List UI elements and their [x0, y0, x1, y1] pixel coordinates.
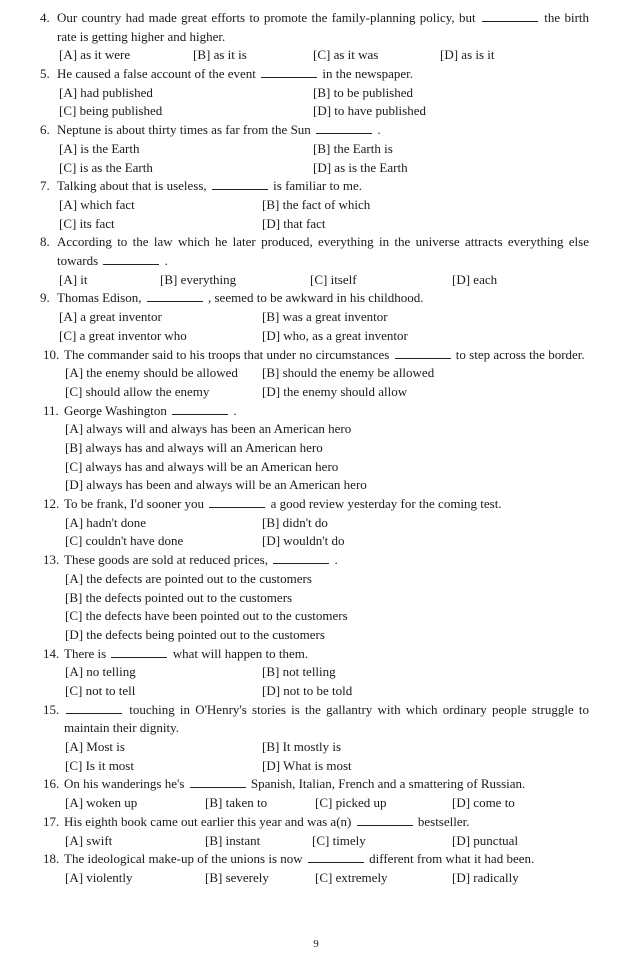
answer-option: [D] the enemy should allow: [262, 383, 408, 399]
exam-page: [0, 9, 632, 888]
stem-after: the birth rate is getting higher and higher.: [57, 10, 590, 44]
question-number: 13.: [43, 552, 60, 568]
question-number: 15.: [43, 701, 60, 717]
question-14: [0, 645, 632, 701]
options-row: [0, 738, 632, 757]
stem-after: different from what it had been.: [369, 851, 535, 867]
answer-option: [B] everything: [160, 271, 237, 287]
answer-option: [A] Most is: [65, 739, 125, 755]
answer-blank: [395, 347, 451, 359]
question-stem: [64, 701, 589, 738]
stem-after: to step across the border.: [455, 346, 585, 362]
question-number: 9.: [40, 290, 50, 306]
stem-before: Talking about that is useless,: [57, 178, 207, 194]
options-row: [0, 757, 632, 776]
question-stem: [64, 813, 589, 832]
answer-option: [A] violently: [65, 869, 133, 885]
stem-before: The ideological make-up of the unions is now: [64, 851, 303, 867]
answer-option: [C] picked up: [315, 795, 387, 811]
answer-option: [D] the defects being pointed out to the customers: [65, 626, 325, 642]
options-row: [0, 589, 632, 608]
question-stem: [57, 121, 589, 140]
stem-before: These goods are sold at reduced prices,: [64, 552, 268, 568]
question-17: [0, 813, 632, 850]
question-number: 4.: [40, 10, 50, 25]
stem-after: what will happen to them.: [172, 645, 309, 661]
answer-option: [D] What is most: [262, 757, 352, 773]
answer-option: [A] hadn't done: [65, 514, 147, 530]
answer-blank: [172, 403, 228, 415]
answer-option: [B] severely: [205, 869, 269, 885]
answer-option: [D] come to: [452, 795, 515, 811]
answer-blank: [357, 814, 413, 826]
question-number: 14.: [43, 645, 60, 661]
stem-after: is familiar to me.: [273, 178, 362, 194]
answer-option: [B] was a great inventor: [262, 309, 388, 325]
question-7: [0, 177, 632, 233]
answer-option: [C] should allow the enemy: [65, 383, 210, 399]
answer-option: [B] to be published: [313, 84, 414, 100]
options-row: [0, 308, 632, 327]
answer-option: [D] always has been and always will be an American hero: [65, 477, 367, 493]
answer-option: [C] timely: [312, 832, 366, 848]
options-row: [0, 383, 632, 402]
answer-option: [C] extremely: [315, 869, 388, 885]
answer-option: [A] always will and always has been an American hero: [65, 421, 352, 437]
answer-option: [A] as it were: [59, 47, 131, 63]
options-row: [0, 196, 632, 215]
options-row: [0, 626, 632, 645]
question-11: [0, 402, 632, 495]
answer-option: [A] the defects are pointed out to the customers: [65, 570, 312, 586]
answer-blank: [273, 552, 329, 564]
answer-blank: [103, 253, 159, 265]
question-stem: [64, 402, 589, 421]
question-number: 11.: [43, 402, 59, 418]
answer-option: [D] each: [452, 271, 498, 287]
answer-option: [C] not to tell: [65, 682, 136, 698]
answer-blank: [482, 10, 538, 22]
question-number: 16.: [43, 776, 60, 792]
answer-option: [B] always has and always will an American hero: [65, 439, 323, 455]
answer-blank: [308, 851, 364, 863]
answer-option: [C] Is it most: [65, 757, 134, 773]
answer-option: [D] to have published: [313, 103, 427, 119]
options-row: [0, 869, 632, 888]
question-stem: [64, 551, 589, 570]
stem-before: To be frank, I'd sooner you: [64, 496, 205, 512]
answer-option: [C] itself: [310, 271, 357, 287]
question-number: 7.: [40, 178, 50, 194]
question-12: [0, 495, 632, 551]
stem-after: bestseller.: [417, 813, 470, 829]
question-4: [0, 9, 632, 65]
stem-after: touching in O'Henry's stories is the gallantry with which ordinary people struggle to maintain their dignity.: [64, 701, 590, 736]
question-9: [0, 289, 632, 345]
options-row: [0, 159, 632, 178]
stem-before: Thomas Edison,: [57, 290, 142, 306]
options-row: [0, 607, 632, 626]
question-stem: [64, 346, 589, 365]
answer-option: [A] woken up: [65, 795, 138, 811]
options-row: [0, 439, 632, 458]
options-row: [0, 570, 632, 589]
options-row: [0, 102, 632, 121]
answer-option: [A] no telling: [65, 664, 136, 680]
stem-before: Our country had made great efforts to promote the family-planning policy, but: [57, 10, 476, 25]
answer-option: [A] the enemy should be allowed: [65, 365, 238, 381]
question-stem: [57, 65, 589, 84]
page-number: 9: [313, 938, 319, 950]
answer-blank: [66, 702, 122, 714]
question-stem: [64, 645, 589, 664]
options-row: [0, 832, 632, 851]
answer-option: [A] is the Earth: [59, 140, 140, 156]
stem-before: He caused a false account of the event: [57, 66, 256, 82]
options-row: [0, 458, 632, 477]
answer-option: [D] that fact: [262, 215, 326, 231]
answer-option: [B] taken to: [205, 795, 268, 811]
options-row: [0, 514, 632, 533]
answer-option: [D] wouldn't do: [262, 533, 345, 549]
question-stem: [64, 850, 589, 869]
options-row: [0, 794, 632, 813]
question-stem: [64, 775, 589, 794]
options-row: [0, 84, 632, 103]
question-16: [0, 775, 632, 812]
answer-option: [D] punctual: [452, 832, 519, 848]
options-row: [0, 327, 632, 346]
options-row: [0, 140, 632, 159]
question-number: 5.: [40, 66, 50, 82]
stem-after: in the newspaper.: [322, 66, 413, 82]
answer-option: [A] swift: [65, 832, 113, 848]
question-8: [0, 233, 632, 289]
options-row: [0, 271, 632, 290]
options-row: [0, 215, 632, 234]
answer-option: [C] the defects have been pointed out to the customers: [65, 608, 348, 624]
options-row: [0, 476, 632, 495]
stem-before: His eighth book came out earlier this year and was a(n): [64, 813, 352, 829]
question-number: 10.: [43, 346, 60, 362]
question-number: 17.: [43, 813, 60, 829]
answer-option: [A] it: [59, 271, 88, 287]
stem-after: .: [164, 253, 168, 269]
stem-before: According to the law which he later produced, everything in the universe attracts everything else towards: [57, 234, 589, 269]
answer-option: [A] had published: [59, 84, 153, 100]
stem-before: The commander said to his troops that under no circumstances: [64, 346, 390, 362]
answer-option: [B] didn't do: [262, 514, 328, 530]
answer-option: [B] as it is: [193, 47, 247, 63]
options-row: [0, 46, 632, 65]
question-stem: [57, 177, 589, 196]
answer-option: [B] the fact of which: [262, 196, 371, 212]
answer-blank: [111, 646, 167, 658]
answer-option: [B] the defects pointed out to the customers: [65, 589, 293, 605]
answer-option: [B] the Earth is: [313, 140, 393, 156]
question-18: [0, 850, 632, 887]
stem-after: .: [334, 552, 338, 568]
stem-before: There is: [64, 645, 107, 661]
answer-option: [B] instant: [205, 832, 261, 848]
question-6: [0, 121, 632, 177]
stem-after: .: [233, 402, 237, 418]
answer-option: [C] as it was: [313, 47, 379, 63]
question-number: 12.: [43, 496, 60, 512]
answer-option: [C] always has and always will be an American hero: [65, 458, 339, 474]
question-5: [0, 65, 632, 121]
options-row: [0, 682, 632, 701]
question-stem: [57, 289, 589, 308]
answer-option: [D] who, as a great inventor: [262, 327, 408, 343]
options-row: [0, 532, 632, 551]
stem-before: On his wanderings he's: [64, 776, 185, 792]
question-10: [0, 346, 632, 402]
answer-option: [C] a great inventor who: [59, 327, 187, 343]
answer-option: [C] is as the Earth: [59, 159, 153, 175]
answer-option: [A] a great inventor: [59, 309, 162, 325]
answer-blank: [147, 290, 203, 302]
answer-blank: [316, 122, 372, 134]
question-number: 6.: [40, 122, 50, 138]
answer-option: [D] radically: [452, 869, 519, 885]
answer-blank: [212, 178, 268, 190]
stem-after: a good review yesterday for the coming test.: [270, 496, 502, 512]
stem-before: George Washington: [64, 402, 167, 418]
answer-option: [D] as is the Earth: [313, 159, 408, 175]
stem-before: Neptune is about thirty times as far from the Sun: [57, 122, 311, 138]
answer-blank: [209, 496, 265, 508]
question-number: 8.: [40, 234, 50, 250]
answer-option: [D] not to be told: [262, 682, 353, 698]
options-row: [0, 364, 632, 383]
answer-blank: [261, 66, 317, 78]
stem-after: Spanish, Italian, French and a smattering of Russian.: [250, 776, 526, 792]
stem-after: , seemed to be awkward in his childhood.: [208, 290, 424, 306]
question-15: [0, 701, 632, 776]
question-stem: [57, 9, 589, 46]
answer-blank: [190, 776, 246, 788]
answer-option: [C] couldn't have done: [65, 533, 184, 549]
question-stem: [64, 495, 589, 514]
options-row: [0, 420, 632, 439]
question-13: [0, 551, 632, 644]
stem-after: .: [377, 122, 381, 138]
answer-option: [A] which fact: [59, 196, 135, 212]
answer-option: [B] It mostly is: [262, 739, 342, 755]
answer-option: [B] should the enemy be allowed: [262, 365, 435, 381]
answer-option: [B] not telling: [262, 664, 336, 680]
answer-option: [C] being published: [59, 103, 163, 119]
answer-option: [D] as is it: [440, 47, 495, 63]
options-row: [0, 663, 632, 682]
answer-option: [C] its fact: [59, 215, 115, 231]
question-stem: [57, 233, 589, 270]
question-number: 18.: [43, 851, 60, 867]
